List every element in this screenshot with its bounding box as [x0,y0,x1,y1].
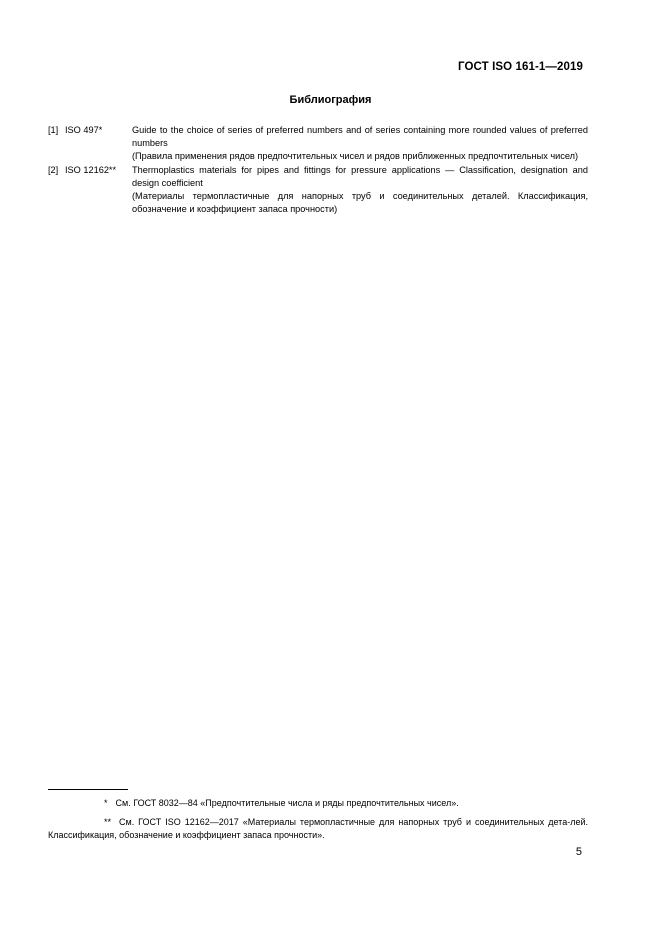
standard-code: ГОСТ ISO 161-1—2019 [458,61,583,73]
bibliography-entry [48,124,588,164]
entry-title-ru: (Правила применения рядов предпочтительных чисел и рядов приближенных предпочтительных чисел) [132,151,579,162]
entry-title-en: Guide to the choice of series of preferred numbers and of series containing more rounded values of preferred numbers [132,125,588,149]
page-number: 5 [575,846,582,858]
entry-number: [1] [48,125,59,135]
footnote-separator [48,789,128,790]
entry-number: [2] [48,164,59,175]
entry-code: ISO 497* [65,125,103,135]
footnote-text: См. ГОСТ ISO 12162—2017 «Материалы термопластичные для напорных труб и соединительных дета-лей. Классификация, обозначение и коэффициент запаса прочности». [48,817,588,840]
footnote-mark: * [104,798,108,808]
footnote [48,797,588,810]
footnote [48,816,588,842]
entry-code: ISO 12162** [65,164,117,175]
bibliography-entry [48,164,588,217]
section-title: Библиография [289,94,372,106]
entry-title-ru: (Материалы термопластичные для напорных труб и соединительных деталей. Классификация, обозначение и коэффициент запаса прочности) [132,191,588,215]
entry-body [132,124,588,164]
footnote-text: См. ГОСТ 8032—84 «Предпочтительные числа и ряды предпочтительных чисел». [115,798,459,808]
bibliography-list [48,124,588,216]
entry-body [132,164,588,217]
footnote-mark: ** [104,817,112,827]
entry-title-en: Thermoplastics materials for pipes and fittings for pressure applications — Classification, designation and design coefficient [132,164,588,188]
